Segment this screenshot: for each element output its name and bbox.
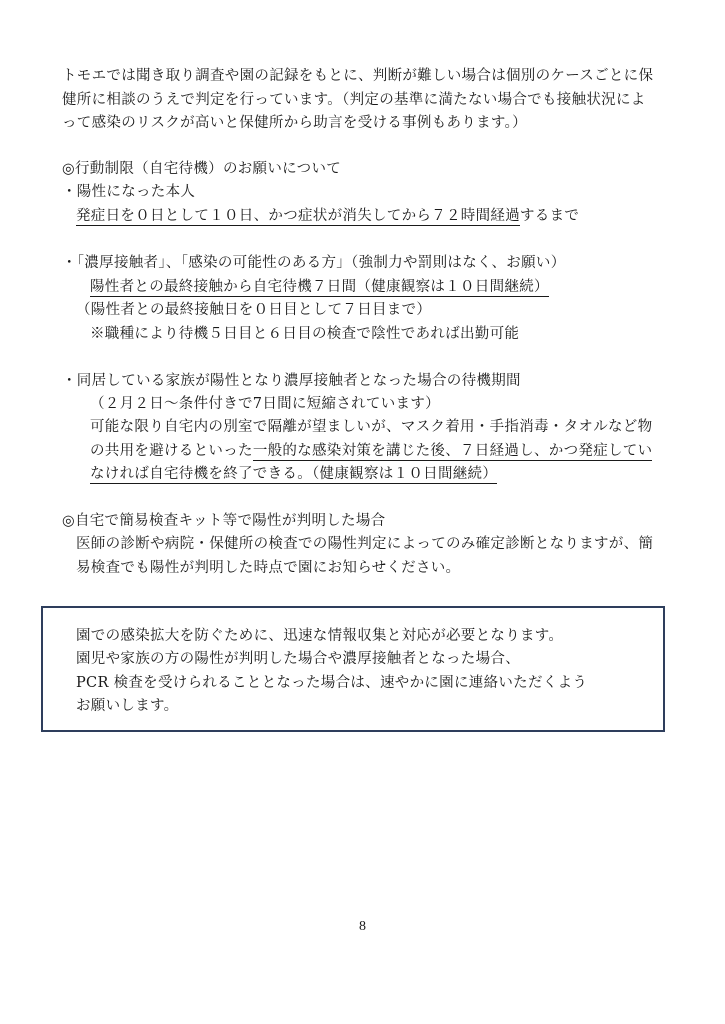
notice-line-1: 園での感染拡大を防ぐために、迅速な情報収集と対応が必要となります。 <box>76 628 564 644</box>
close-contact-note: （陽性者との最終接触日を０日目として７日目まで） <box>76 302 432 318</box>
test-kit-heading: ◎自宅で簡易検査キット等で陽性が判明した場合 <box>62 513 386 529</box>
household-label: ・同居している家族が陽性となり濃厚接触者となった場合の待機期間 <box>62 373 521 389</box>
notice-line-4: お願いします。 <box>76 698 179 714</box>
notice-line-3: PCR 検査を受けられることとなった場合は、速やかに園に連絡いただくよう <box>76 675 588 691</box>
test-kit-line-1: 医師の診断や病院・保健所の検査での陽性判定によってのみ確定診断となりますが、簡 <box>76 536 654 552</box>
intro-line-3: って感染のリスクが高いと保健所から助言を受ける事例もあります。） <box>62 115 527 131</box>
positive-person-detail-underlined: 発症日を０日として１０日、かつ症状が消失してから７２時間経過 <box>76 208 520 224</box>
close-contact-detail-underlined: 陽性者との最終接触から自宅待機７日間（健康観察は１０日間継続） <box>90 279 549 295</box>
close-contact-label: ・「濃厚接触者」、「感染の可能性のある方」（強制力や罰則はなく、お願い） <box>62 255 566 271</box>
household-detail-line-3 <box>90 464 497 484</box>
positive-person-detail-suffix: するまで <box>520 208 580 224</box>
intro-line-2: 健所に相談のうえで判定を行っています。（判定の基準に満たない場合でも接触状況によ <box>62 92 646 108</box>
household-detail-line-3-underlined: なければ自宅待機を終了できる。（健康観察は１０日間継続） <box>90 466 498 482</box>
close-contact-remark: ※職種により待機５日目と６日目の検査で陰性であれば出勤可能 <box>90 326 520 342</box>
test-kit-line-2: 易検査でも陽性が判明した時点で園にお知らせください。 <box>76 560 461 576</box>
household-note: （２月２日～条件付きで7日間に短縮されています） <box>90 396 440 412</box>
page-number: 8 <box>359 919 366 934</box>
household-detail-line-2-underlined: 一般的な感染対策を講じた後、７日経過し、かつ発症してい <box>252 443 653 459</box>
intro-line-1: トモエでは聞き取り調査や園の記録をもとに、判断が難しい場合は個別のケースごとに保 <box>62 68 654 84</box>
positive-person-label: ・陽性になった本人 <box>62 184 196 200</box>
household-detail-line-2 <box>90 441 652 461</box>
household-detail-line-2-prefix: の共用を避けるといった <box>90 443 253 459</box>
positive-person-detail <box>76 206 579 226</box>
restriction-heading: ◎行動制限（自宅待機）のお願いについて <box>62 161 342 177</box>
household-detail-line-1: 可能な限り自宅内の別室で隔離が望ましいが、マスク着用・手指消毒・タオルなど物 <box>90 419 653 435</box>
notice-line-2: 園児や家族の方の陽性が判明した場合や濃厚接触者となった場合、 <box>76 651 520 667</box>
close-contact-detail <box>90 277 549 297</box>
